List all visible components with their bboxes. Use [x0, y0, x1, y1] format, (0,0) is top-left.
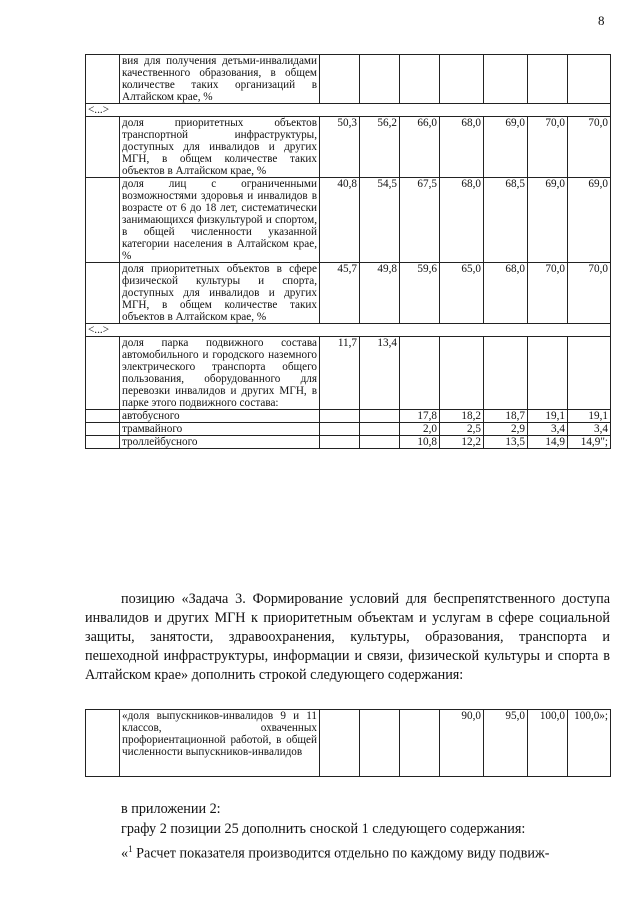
- footnote-mark: 1: [128, 844, 133, 854]
- value-cell: 68,0: [440, 117, 484, 178]
- table-row: [86, 337, 611, 410]
- number-cell: [86, 423, 120, 436]
- table-row: [86, 55, 611, 104]
- value-cell: 14,9: [528, 436, 568, 449]
- value-cell: [568, 55, 611, 104]
- value-cell: 68,0: [484, 263, 528, 324]
- indicator-name: троллейбусного: [120, 436, 320, 449]
- value-cell: 18,2: [440, 410, 484, 423]
- table-row: [86, 423, 611, 436]
- value-cell: 13,5: [484, 436, 528, 449]
- value-cell: 67,5: [400, 178, 440, 263]
- value-cell: 18,7: [484, 410, 528, 423]
- value-cell: 11,7: [320, 337, 360, 410]
- new-row-table: [85, 709, 611, 777]
- value-cell: 69,0: [568, 178, 611, 263]
- value-cell: [528, 337, 568, 410]
- table-row: [86, 117, 611, 178]
- indicator-name: доля приоритетных объектов в сфере физической культуры и спорта, доступных для инвалидов и других МГН, в общем количестве таких объектов в Алтайском крае, %: [120, 263, 320, 324]
- table-row: [86, 410, 611, 423]
- number-cell: [86, 410, 120, 423]
- table-row: [86, 436, 611, 449]
- value-cell: 49,8: [360, 263, 400, 324]
- value-cell: [528, 55, 568, 104]
- value-cell: 13,4: [360, 337, 400, 410]
- table-row: [86, 324, 611, 337]
- value-cell: 10,8: [400, 436, 440, 449]
- value-cell: 45,7: [320, 263, 360, 324]
- number-cell: [86, 263, 120, 324]
- value-cell: 68,5: [484, 178, 528, 263]
- value-cell: 19,1: [528, 410, 568, 423]
- omission-marker: <...>: [86, 324, 611, 337]
- number-cell: [86, 337, 120, 410]
- value-cell: [440, 55, 484, 104]
- footnote-body: Расчет показателя производится отдельно по каждому виду подвиж-: [132, 845, 550, 862]
- value-cell: 100,0»;: [568, 710, 611, 777]
- footnote-instruction: графу 2 позиции 25 дополнить сноской 1 следующего содержания:: [121, 821, 526, 837]
- value-cell: [320, 436, 360, 449]
- footnote-text: [121, 840, 550, 864]
- number-cell: [86, 178, 120, 263]
- value-cell: [360, 55, 400, 104]
- number-cell: [86, 117, 120, 178]
- appendix-line: в приложении 2:: [121, 801, 221, 817]
- value-cell: [484, 55, 528, 104]
- value-cell: [360, 423, 400, 436]
- value-cell: [320, 55, 360, 104]
- page-number: 8: [598, 13, 605, 28]
- value-cell: 19,1: [568, 410, 611, 423]
- indicator-name: вия для получения детьми-инвалидами качественного образования, в общем количестве таких организаций в Алтайском крае, %: [120, 55, 320, 104]
- table-row: [86, 178, 611, 263]
- value-cell: 12,2: [440, 436, 484, 449]
- amendment-paragraph: позицию «Задача 3. Формирование условий для беспрепятственного доступа инвалидов и других МГН к приоритетным объектам и услугам в сфере социальной защиты, занятости, здравоохранения, культуры, образования, транспорта и пешеходной инфраструктуры, информации и связи, физической культуры и спорта в Алтайском крае» дополнить строкой следующего содержания:: [85, 591, 610, 683]
- indicator-name: трамвайного: [120, 423, 320, 436]
- open-quote: «: [121, 845, 129, 862]
- value-cell: [400, 337, 440, 410]
- value-cell: 56,2: [360, 117, 400, 178]
- value-cell: 69,0: [528, 178, 568, 263]
- value-cell: 2,5: [440, 423, 484, 436]
- indicator-name: «доля выпускников-инвалидов 9 и 11 классов, охваченных профориентационной работой, в общей численности выпускников-инвалидов: [120, 710, 320, 777]
- value-cell: 65,0: [440, 263, 484, 324]
- value-cell: 3,4: [568, 423, 611, 436]
- value-cell: [360, 436, 400, 449]
- table-row: [86, 104, 611, 117]
- value-cell: 70,0: [568, 263, 611, 324]
- indicator-name: доля лиц с ограниченными возможностями здоровья и инвалидов в возрасте от 6 до 18 лет, систематически занимающихся физкультурой и спортом, в общей численности указанной категории населения в Алтайском крае, %: [120, 178, 320, 263]
- table-row: [86, 263, 611, 324]
- number-cell: [86, 436, 120, 449]
- number-cell: [86, 710, 120, 777]
- value-cell: 69,0: [484, 117, 528, 178]
- table-row: [86, 710, 611, 777]
- value-cell: 17,8: [400, 410, 440, 423]
- value-cell: 100,0: [528, 710, 568, 777]
- value-cell: [400, 55, 440, 104]
- value-cell: 2,0: [400, 423, 440, 436]
- value-cell: 50,3: [320, 117, 360, 178]
- indicator-name: доля приоритетных объектов транспортной инфраструктуры, доступных для инвалидов и других МГН, в общем количестве таких объектов в Алтайском крае, %: [120, 117, 320, 178]
- value-cell: 70,0: [528, 263, 568, 324]
- value-cell: 3,4: [528, 423, 568, 436]
- value-cell: 2,9: [484, 423, 528, 436]
- value-cell: 54,5: [360, 178, 400, 263]
- value-cell: 40,8: [320, 178, 360, 263]
- value-cell: 90,0: [440, 710, 484, 777]
- value-cell: [568, 337, 611, 410]
- value-cell: [360, 410, 400, 423]
- value-cell: [400, 710, 440, 777]
- indicator-name: доля парка подвижного состава автомобильного и городского наземного электрического транспорта общего пользования, оборудованного для перевозки инвалидов и других МГН, в парке этого подвижного состава:: [120, 337, 320, 410]
- value-cell: 68,0: [440, 178, 484, 263]
- value-cell: 70,0: [528, 117, 568, 178]
- indicators-table: [85, 54, 611, 449]
- value-cell: [484, 337, 528, 410]
- value-cell: 14,9";: [568, 436, 611, 449]
- value-cell: [320, 423, 360, 436]
- value-cell: [320, 410, 360, 423]
- value-cell: 66,0: [400, 117, 440, 178]
- value-cell: 59,6: [400, 263, 440, 324]
- number-cell: [86, 55, 120, 104]
- omission-marker: <...>: [86, 104, 611, 117]
- indicator-name: автобусного: [120, 410, 320, 423]
- value-cell: 95,0: [484, 710, 528, 777]
- value-cell: [440, 337, 484, 410]
- value-cell: [360, 710, 400, 777]
- value-cell: 70,0: [568, 117, 611, 178]
- value-cell: [320, 710, 360, 777]
